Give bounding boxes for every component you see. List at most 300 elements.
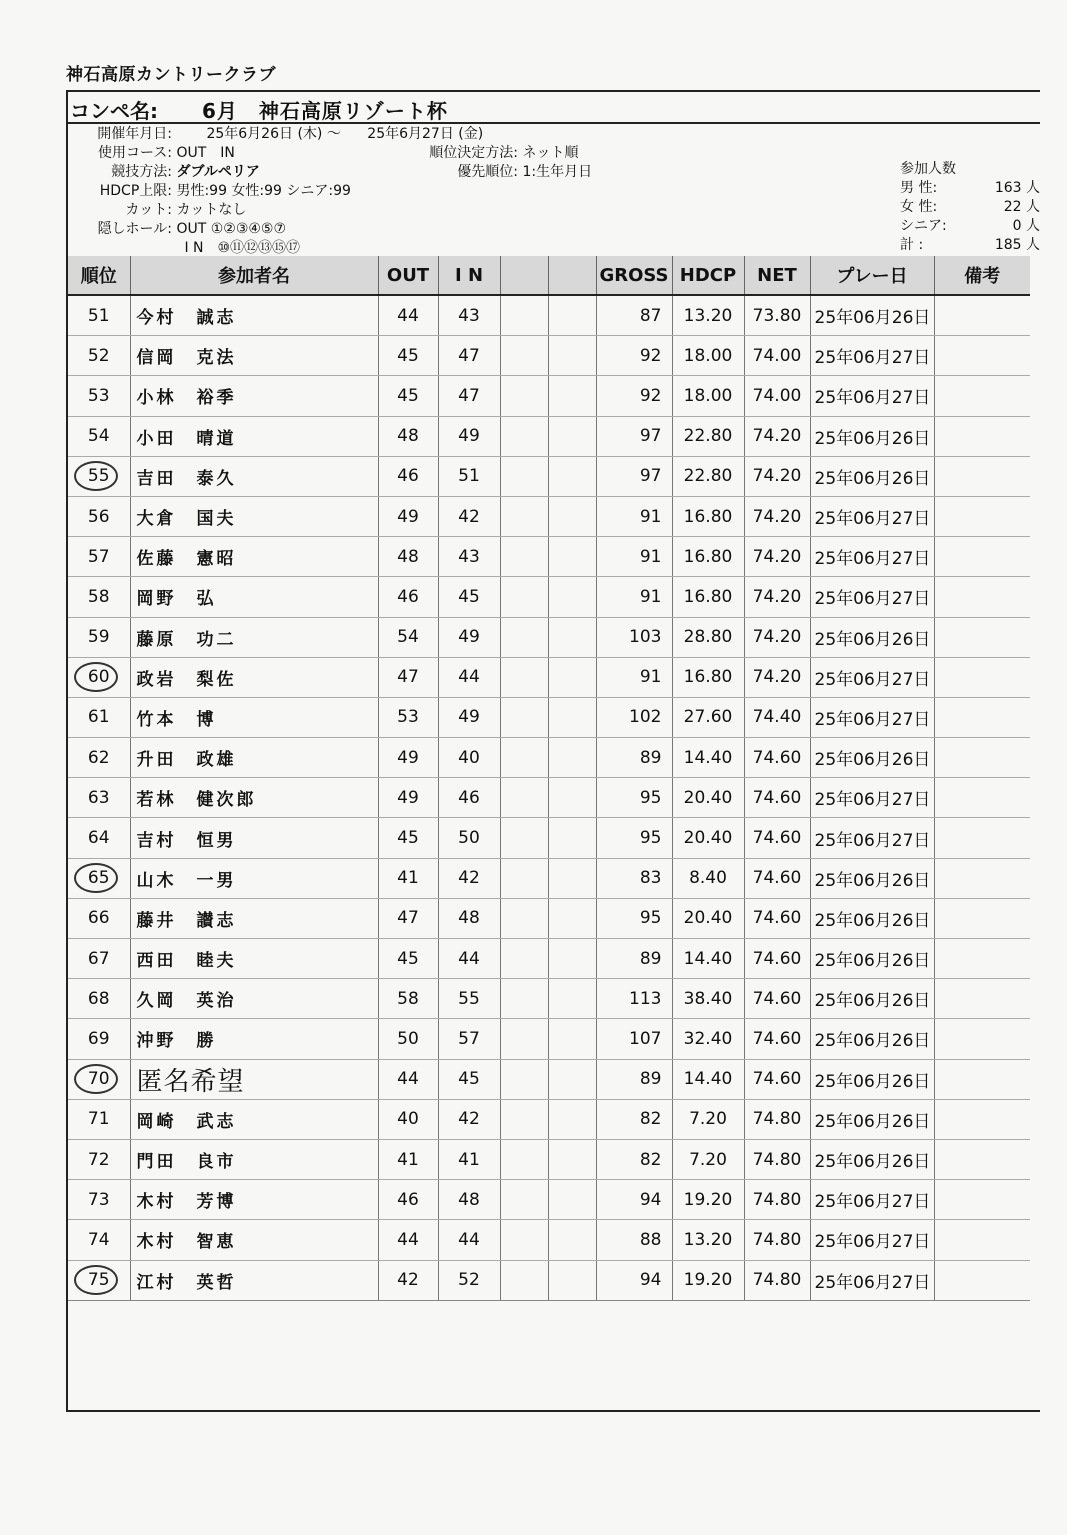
- male-label: 男 性:: [900, 180, 938, 196]
- table-header-row: [68, 256, 1030, 295]
- play-date-cell-text: 25年06月26日: [814, 750, 931, 771]
- in-cell: [438, 1260, 500, 1300]
- in-cell: [438, 1139, 500, 1179]
- rank-cell: [68, 537, 130, 577]
- name-cell: [130, 456, 378, 496]
- table-row: [68, 979, 1030, 1019]
- gross-cell-text: 92: [639, 385, 662, 406]
- gross-cell: [596, 1260, 672, 1300]
- out-cell-text: 47: [397, 667, 419, 688]
- blank-cell-1: [500, 416, 548, 456]
- hdcp-cell-text: 7.20: [689, 1109, 727, 1130]
- play-date-cell-text: 25年06月26日: [814, 910, 931, 931]
- rank-cell: [68, 818, 130, 858]
- name-cell: [130, 1019, 378, 1059]
- play-date-cell: [810, 376, 934, 416]
- in-cell: [438, 697, 500, 737]
- net-cell-text: 74.80: [752, 1189, 802, 1210]
- in-cell-text: 42: [458, 868, 480, 889]
- net-cell-text: 74.80: [752, 1229, 802, 1250]
- rank-cell-text: 52: [87, 345, 110, 366]
- gross-cell-text: 92: [639, 345, 662, 366]
- play-date-cell-text: 25年06月27日: [814, 388, 931, 409]
- hdcp-cell-text: 27.60: [683, 707, 733, 728]
- senior-count: 0 人: [1012, 218, 1040, 234]
- play-date-cell-text: 25年06月27日: [814, 348, 931, 369]
- out-cell: [378, 858, 438, 898]
- net-cell: [744, 537, 810, 577]
- hdcp-cell: [672, 778, 744, 818]
- in-cell-text: 42: [458, 1109, 480, 1130]
- in-cell-text: 40: [458, 747, 480, 768]
- club-name: 神石高原カントリークラブ: [66, 65, 276, 85]
- name-cell-text: 西田 睦夫: [136, 951, 237, 972]
- rank-cell-text: 68: [87, 988, 110, 1009]
- blank-cell-2: [548, 697, 596, 737]
- rank-cell-text: 58: [87, 586, 110, 607]
- blank-cell-1: [500, 456, 548, 496]
- name-cell-text: 沖野 勝: [136, 1031, 217, 1052]
- play-date-cell: [810, 1260, 934, 1300]
- in-cell: [438, 898, 500, 938]
- rank-cell: [68, 416, 130, 456]
- out-cell-text: 53: [397, 707, 419, 728]
- play-date-cell: [810, 697, 934, 737]
- handwritten-circle-mark: [74, 1064, 118, 1094]
- net-cell: [744, 456, 810, 496]
- hdcp-cell-text: 16.80: [683, 546, 733, 567]
- table-row: [68, 1059, 1030, 1099]
- play-date-cell: [810, 577, 934, 617]
- remarks-cell: [934, 376, 1030, 416]
- table-row: [68, 1260, 1030, 1300]
- hidden-holes-out: OUT ①②③④⑤⑦: [176, 221, 287, 237]
- name-cell-text: 木村 芳博: [136, 1192, 237, 1213]
- net-cell-text: 73.80: [752, 305, 802, 326]
- gross-cell: [596, 617, 672, 657]
- blank-cell-1: [500, 1099, 548, 1139]
- net-cell-text: 74.60: [752, 828, 802, 849]
- play-date-cell: [810, 456, 934, 496]
- remarks-cell: [934, 1099, 1030, 1139]
- remarks-cell: [934, 1019, 1030, 1059]
- col-remarks: 備考: [934, 256, 1030, 295]
- table-row: [68, 939, 1030, 979]
- table-row: [68, 617, 1030, 657]
- name-cell: [130, 738, 378, 778]
- out-cell-text: 46: [397, 586, 419, 607]
- in-cell-text: 51: [458, 466, 480, 487]
- play-date-cell-text: 25年06月26日: [814, 1152, 931, 1173]
- name-cell: [130, 376, 378, 416]
- out-cell-text: 44: [397, 1229, 419, 1250]
- name-cell-text: 吉村 恒男: [136, 830, 237, 851]
- remarks-cell: [934, 456, 1030, 496]
- blank-cell-1: [500, 1059, 548, 1099]
- blank-cell-2: [548, 537, 596, 577]
- remarks-cell: [934, 416, 1030, 456]
- out-cell: [378, 376, 438, 416]
- play-date-cell-text: 25年06月26日: [814, 629, 931, 650]
- in-cell-text: 57: [458, 1028, 480, 1049]
- name-cell-text: 吉田 泰久: [136, 468, 237, 489]
- net-cell: [744, 1019, 810, 1059]
- net-cell-text: 74.20: [752, 627, 802, 648]
- in-cell: [438, 818, 500, 858]
- blank-cell-1: [500, 577, 548, 617]
- remarks-cell: [934, 979, 1030, 1019]
- name-cell: [130, 617, 378, 657]
- out-cell: [378, 939, 438, 979]
- gross-cell: [596, 1059, 672, 1099]
- table-row: [68, 496, 1030, 536]
- out-cell-text: 45: [397, 948, 419, 969]
- remarks-cell: [934, 858, 1030, 898]
- net-cell: [744, 1139, 810, 1179]
- table-row: [68, 898, 1030, 938]
- name-cell: [130, 1059, 378, 1099]
- out-cell-text: 50: [397, 1028, 419, 1049]
- rank-cell-text: 69: [87, 1028, 110, 1049]
- gross-cell-text: 91: [639, 667, 662, 688]
- name-cell: [130, 1139, 378, 1179]
- blank-cell-2: [548, 1260, 596, 1300]
- hdcp-cell-text: 38.40: [683, 988, 733, 1009]
- cut-value: カットなし: [176, 202, 247, 218]
- remarks-cell: [934, 1139, 1030, 1179]
- blank-cell-2: [548, 738, 596, 778]
- remarks-cell: [934, 697, 1030, 737]
- rank-cell: [68, 1099, 130, 1139]
- name-cell-text: 岡崎 武志: [136, 1111, 237, 1132]
- out-cell-text: 40: [397, 1109, 419, 1130]
- in-cell: [438, 577, 500, 617]
- hdcp-cell: [672, 979, 744, 1019]
- hdcp-cell-text: 16.80: [683, 667, 733, 688]
- hdcp-cell: [672, 657, 744, 697]
- gross-cell-text: 94: [639, 1270, 662, 1291]
- name-cell: [130, 657, 378, 697]
- play-date-cell-text: 25年06月26日: [814, 428, 931, 449]
- gross-cell: [596, 898, 672, 938]
- net-cell: [744, 496, 810, 536]
- name-cell: [130, 898, 378, 938]
- rank-cell: [68, 939, 130, 979]
- hidden-holes-in: I N ⑩⑪⑫⑬⑮⑰: [184, 240, 301, 256]
- gross-cell-text: 88: [639, 1229, 662, 1250]
- play-date-cell: [810, 738, 934, 778]
- table-row: [68, 738, 1030, 778]
- name-cell-text: 小田 晴道: [136, 428, 237, 449]
- net-cell-text: 74.80: [752, 1149, 802, 1170]
- name-cell: [130, 939, 378, 979]
- rank-cell-text: 75: [87, 1270, 110, 1291]
- in-cell: [438, 416, 500, 456]
- name-cell: [130, 577, 378, 617]
- rank-cell-text: 53: [87, 385, 110, 406]
- out-cell: [378, 577, 438, 617]
- net-cell-text: 74.20: [752, 426, 802, 447]
- rank-cell-text: 60: [87, 667, 110, 688]
- out-cell: [378, 697, 438, 737]
- remarks-cell: [934, 617, 1030, 657]
- in-cell-text: 50: [458, 828, 480, 849]
- col-play-date: プレー日: [810, 256, 934, 295]
- net-cell-text: 74.20: [752, 466, 802, 487]
- hdcp-cell-text: 22.80: [683, 466, 733, 487]
- net-cell-text: 74.80: [752, 1109, 802, 1130]
- table-row: [68, 577, 1030, 617]
- net-cell: [744, 1059, 810, 1099]
- gross-cell: [596, 657, 672, 697]
- play-date-cell-text: 25年06月27日: [814, 1272, 931, 1293]
- out-cell-text: 44: [397, 1069, 419, 1090]
- gross-cell: [596, 1139, 672, 1179]
- rank-cell-text: 64: [87, 828, 110, 849]
- order-method-value: ネット順: [522, 145, 579, 161]
- rank-cell: [68, 1220, 130, 1260]
- in-cell-text: 43: [458, 305, 480, 326]
- name-cell: [130, 697, 378, 737]
- net-cell-text: 74.00: [752, 345, 802, 366]
- net-cell: [744, 657, 810, 697]
- out-cell-text: 47: [397, 908, 419, 929]
- gross-cell: [596, 295, 672, 336]
- gross-cell-text: 82: [639, 1109, 662, 1130]
- net-cell: [744, 1260, 810, 1300]
- in-cell: [438, 1019, 500, 1059]
- hdcp-cell: [672, 456, 744, 496]
- blank-cell-2: [548, 939, 596, 979]
- hdcp-cell: [672, 1019, 744, 1059]
- net-cell-text: 74.80: [752, 1270, 802, 1291]
- col-net: NET: [744, 256, 810, 295]
- blank-cell-2: [548, 1220, 596, 1260]
- net-cell-text: 74.20: [752, 506, 802, 527]
- blank-cell-2: [548, 778, 596, 818]
- blank-cell-2: [548, 295, 596, 336]
- net-cell-text: 74.60: [752, 908, 802, 929]
- play-date-cell: [810, 657, 934, 697]
- method-label: 競技方法:: [111, 164, 172, 180]
- blank-cell-1: [500, 657, 548, 697]
- blank-cell-1: [500, 295, 548, 336]
- hdcp-cell-text: 20.40: [683, 787, 733, 808]
- blank-cell-2: [548, 577, 596, 617]
- name-cell-text: 久岡 英治: [136, 991, 237, 1012]
- blank-cell-1: [500, 496, 548, 536]
- results-table: [68, 256, 1030, 1301]
- hdcp-cell-text: 20.40: [683, 828, 733, 849]
- in-cell: [438, 1059, 500, 1099]
- rank-cell: [68, 778, 130, 818]
- play-date-cell: [810, 898, 934, 938]
- hdcp-cell-text: 14.40: [683, 747, 733, 768]
- blank-cell-2: [548, 1019, 596, 1059]
- date-label: 開催年月日:: [97, 126, 172, 142]
- hdcp-cell: [672, 1059, 744, 1099]
- out-cell: [378, 657, 438, 697]
- blank-cell-2: [548, 858, 596, 898]
- out-cell: [378, 1220, 438, 1260]
- table-row: [68, 537, 1030, 577]
- rank-cell: [68, 577, 130, 617]
- play-date-cell: [810, 537, 934, 577]
- gross-cell: [596, 939, 672, 979]
- name-cell-text: 門田 良市: [136, 1152, 237, 1173]
- rank-cell-text: 54: [87, 426, 110, 447]
- out-cell: [378, 336, 438, 376]
- name-cell: [130, 496, 378, 536]
- blank-cell-2: [548, 818, 596, 858]
- in-cell: [438, 1220, 500, 1260]
- blank-cell-2: [548, 1139, 596, 1179]
- play-date-cell-text: 25年06月27日: [814, 830, 931, 851]
- play-date-cell: [810, 496, 934, 536]
- rank-cell: [68, 898, 130, 938]
- net-cell-text: 74.20: [752, 546, 802, 567]
- hdcp-cell-text: 32.40: [683, 1028, 733, 1049]
- name-cell-text: 佐藤 憲昭: [136, 549, 237, 570]
- blank-cell-1: [500, 1220, 548, 1260]
- rank-cell-text: 51: [87, 305, 110, 326]
- gross-cell-text: 91: [639, 546, 662, 567]
- rank-cell: [68, 336, 130, 376]
- hdcp-cell: [672, 617, 744, 657]
- remarks-cell: [934, 657, 1030, 697]
- play-date-cell: [810, 295, 934, 336]
- remarks-cell: [934, 295, 1030, 336]
- rank-cell-text: 73: [87, 1189, 110, 1210]
- remarks-cell: [934, 818, 1030, 858]
- net-cell-text: 74.00: [752, 385, 802, 406]
- blank-cell-1: [500, 697, 548, 737]
- play-date-cell: [810, 858, 934, 898]
- senior-label: シニア:: [900, 218, 947, 234]
- in-cell-text: 46: [458, 787, 480, 808]
- blank-cell-2: [548, 1059, 596, 1099]
- out-cell-text: 49: [397, 747, 419, 768]
- play-date-cell-text: 25年06月27日: [814, 549, 931, 570]
- name-cell: [130, 858, 378, 898]
- in-cell: [438, 1180, 500, 1220]
- net-cell: [744, 617, 810, 657]
- name-cell-text: 升田 政雄: [136, 750, 237, 771]
- play-date-cell-text: 25年06月27日: [814, 790, 931, 811]
- in-cell-text: 44: [458, 1229, 480, 1250]
- gross-cell: [596, 537, 672, 577]
- gross-cell-text: 95: [639, 828, 662, 849]
- in-cell: [438, 336, 500, 376]
- hdcp-cell-text: 16.80: [683, 586, 733, 607]
- net-cell-text: 74.60: [752, 787, 802, 808]
- net-cell-text: 74.60: [752, 988, 802, 1009]
- rank-cell-text: 74: [87, 1229, 110, 1250]
- table-row: [68, 456, 1030, 496]
- blank-cell-2: [548, 496, 596, 536]
- total-label: 計 :: [900, 237, 924, 253]
- net-cell: [744, 1099, 810, 1139]
- blank-cell-1: [500, 858, 548, 898]
- remarks-cell: [934, 778, 1030, 818]
- handwritten-circle-mark: [74, 461, 118, 491]
- remarks-cell: [934, 336, 1030, 376]
- blank-cell-2: [548, 657, 596, 697]
- name-cell: [130, 1260, 378, 1300]
- blank-cell-2: [548, 617, 596, 657]
- rank-cell: [68, 1019, 130, 1059]
- name-cell-text: 今村 誠志: [136, 308, 237, 329]
- table-row: [68, 1099, 1030, 1139]
- name-cell: [130, 979, 378, 1019]
- play-date-cell-text: 25年06月27日: [814, 709, 931, 730]
- in-cell: [438, 496, 500, 536]
- table-row: [68, 1139, 1030, 1179]
- blank-cell-2: [548, 1180, 596, 1220]
- hdcp-cell: [672, 376, 744, 416]
- rank-cell: [68, 496, 130, 536]
- hdcp-cell-text: 22.80: [683, 426, 733, 447]
- net-cell: [744, 939, 810, 979]
- gross-cell: [596, 577, 672, 617]
- gross-cell: [596, 456, 672, 496]
- hdcp-cell-text: 14.40: [683, 1069, 733, 1090]
- in-cell: [438, 778, 500, 818]
- blank-cell-2: [548, 456, 596, 496]
- remarks-cell: [934, 1260, 1030, 1300]
- hdcp-cell: [672, 1180, 744, 1220]
- in-cell-text: 45: [458, 586, 480, 607]
- rank-cell: [68, 376, 130, 416]
- out-cell: [378, 738, 438, 778]
- table-row: [68, 1220, 1030, 1260]
- rank-cell-text: 62: [87, 747, 110, 768]
- play-date-cell: [810, 1220, 934, 1260]
- hdcp-cell: [672, 697, 744, 737]
- hdcp-cell: [672, 496, 744, 536]
- blank-cell-1: [500, 336, 548, 376]
- name-cell-text: 岡野 弘: [136, 589, 217, 610]
- blank-cell-1: [500, 979, 548, 1019]
- in-cell: [438, 537, 500, 577]
- net-cell: [744, 1220, 810, 1260]
- gross-cell-text: 89: [639, 747, 662, 768]
- out-cell: [378, 979, 438, 1019]
- total-count: 185 人: [994, 237, 1040, 253]
- out-cell-text: 42: [397, 1270, 419, 1291]
- net-cell-text: 74.60: [752, 868, 802, 889]
- net-cell-text: 74.60: [752, 747, 802, 768]
- name-cell: [130, 1180, 378, 1220]
- in-cell-text: 48: [458, 1189, 480, 1210]
- rank-cell: [68, 1059, 130, 1099]
- rank-cell: [68, 979, 130, 1019]
- out-cell: [378, 818, 438, 858]
- in-cell-text: 44: [458, 948, 480, 969]
- in-cell-text: 49: [458, 627, 480, 648]
- hdcp-cell-text: 19.20: [683, 1189, 733, 1210]
- in-cell: [438, 1099, 500, 1139]
- hdcp-cell: [672, 577, 744, 617]
- hdcp-cell: [672, 858, 744, 898]
- col-out: OUT: [378, 256, 438, 295]
- net-cell: [744, 577, 810, 617]
- gross-cell: [596, 1180, 672, 1220]
- gross-cell-text: 97: [639, 426, 662, 447]
- in-cell-text: 55: [458, 988, 480, 1009]
- out-cell: [378, 898, 438, 938]
- out-cell-text: 46: [397, 466, 419, 487]
